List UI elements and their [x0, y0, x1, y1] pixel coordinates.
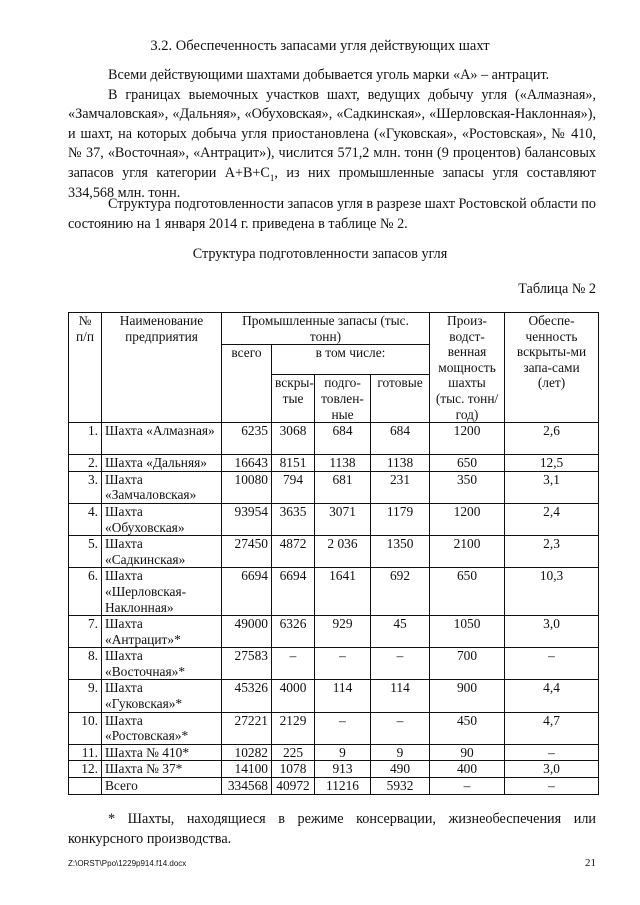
cell-supply: 2,4: [505, 503, 599, 535]
cell-num: 12.: [69, 761, 102, 778]
header-num: № п/п: [69, 313, 102, 423]
cell-supply: 4,7: [505, 712, 599, 744]
cell-prepared: 1138: [315, 455, 371, 472]
cell-ready: 490: [371, 761, 430, 778]
cell-name: Шахта «Антрацит»*: [102, 616, 222, 648]
table-row: [69, 568, 599, 616]
cell-supply: 2,6: [505, 423, 599, 455]
cell-num: 11.: [69, 744, 102, 761]
cell-name: Шахта «Гуковская»*: [102, 680, 222, 712]
header-opened: вскры-тые: [272, 375, 315, 423]
cell-ready: 684: [371, 423, 430, 455]
cell-total: 27221: [222, 712, 272, 744]
cell-name: Шахта «Алмазная»: [102, 423, 222, 455]
cell-prepared: 3071: [315, 503, 371, 535]
table-row: [69, 616, 599, 648]
cell-capacity: 2100: [430, 536, 505, 568]
cell-num: 1.: [69, 423, 102, 455]
cell-name: Шахта «Обуховская»: [102, 503, 222, 535]
cell-total: 27450: [222, 536, 272, 568]
cell-ready: 114: [371, 680, 430, 712]
cell-opened: 3635: [272, 503, 315, 535]
cell-supply: 4,4: [505, 680, 599, 712]
cell-totals-opened: 40972: [272, 778, 315, 795]
cell-capacity: 90: [430, 744, 505, 761]
cell-capacity: 700: [430, 648, 505, 680]
cell-capacity: 350: [430, 471, 505, 503]
cell-capacity: 900: [430, 680, 505, 712]
table-row: [69, 503, 599, 535]
footer-file-path: Z:\ORST\Ppo\1229p914.f14.docx: [68, 859, 187, 868]
table-caption: Структура подготовленности запасов угля: [192, 246, 448, 262]
cell-capacity: 450: [430, 712, 505, 744]
cell-num: 7.: [69, 616, 102, 648]
cell-name: Шахта «Ростовская»*: [102, 712, 222, 744]
cell-supply: 3,0: [505, 761, 599, 778]
header-total: всего: [222, 345, 272, 423]
table-row-totals: [69, 778, 599, 795]
cell-prepared: 1641: [315, 568, 371, 616]
cell-num-empty: [69, 778, 102, 795]
cell-num: 6.: [69, 568, 102, 616]
cell-capacity: 650: [430, 568, 505, 616]
cell-prepared: 9: [315, 744, 371, 761]
table-row: [69, 455, 599, 472]
paragraph-reserves-main: В границах выемочных участков шахт, ведущих добычу угля («Алмазная», «Замчаловская», «Дальняя», «Обуховская», «Садкинская», «Шерловская-Наклонная»), и шахт, на которых добыча угля приостановлена («Гуковская», «Ростовская», № 410, № 37, «Восточная», «Антрацит»), числится 571,2 млн. тонн (9 процентов) балансовых запасов угля категории А+В+С: [68, 86, 596, 181]
table-body: [69, 423, 599, 794]
cell-name: Шахта № 410*: [102, 744, 222, 761]
cell-ready: 1138: [371, 455, 430, 472]
cell-total: 16643: [222, 455, 272, 472]
cell-total: 49000: [222, 616, 272, 648]
header-name: Наименование предприятия: [102, 313, 222, 423]
table-row: [69, 536, 599, 568]
cell-opened: 4872: [272, 536, 315, 568]
paragraph-coal-grade: Всеми действующими шахтами добывается уголь марки «А» – антрацит.: [108, 67, 550, 83]
cell-name: Шахта № 37*: [102, 761, 222, 778]
cell-supply: 2,3: [505, 536, 599, 568]
table-row: [69, 471, 599, 503]
cell-opened: 3068: [272, 423, 315, 455]
cell-supply: 3,0: [505, 616, 599, 648]
cell-capacity: 1200: [430, 423, 505, 455]
cell-total: 27583: [222, 648, 272, 680]
cell-prepared: 681: [315, 471, 371, 503]
cell-total: 6694: [222, 568, 272, 616]
cell-opened: 4000: [272, 680, 315, 712]
cell-ready: –: [371, 712, 430, 744]
cell-supply: 12,5: [505, 455, 599, 472]
table-label: Таблица № 2: [518, 281, 596, 297]
cell-opened: 8151: [272, 455, 315, 472]
cell-prepared: 929: [315, 616, 371, 648]
table-row: [69, 712, 599, 744]
table-row: [69, 423, 599, 455]
cell-opened: 225: [272, 744, 315, 761]
footnote: * Шахты, находящиеся в режиме консервации, жизнеобеспечения или конкурсного производства.: [68, 811, 596, 847]
cell-totals-prepared: 11216: [315, 778, 371, 795]
cell-num: 3.: [69, 471, 102, 503]
cell-ready: 1179: [371, 503, 430, 535]
paragraph-reserves-tail: , из них промышленные запасы угля составляют 334,568 млн. тонн.: [68, 164, 597, 201]
cell-opened: 2129: [272, 712, 315, 744]
cell-name: Шахта «Садкинская»: [102, 536, 222, 568]
page-number: 21: [585, 857, 596, 869]
cell-totals-capacity: –: [430, 778, 505, 795]
cell-totals-ready: 5932: [371, 778, 430, 795]
cell-total: 45326: [222, 680, 272, 712]
paragraph-reserves: [68, 86, 596, 204]
cell-num: 10.: [69, 712, 102, 744]
header-prepared: подго-товлен-ные: [315, 375, 371, 423]
cell-opened: 794: [272, 471, 315, 503]
cell-prepared: 2 036: [315, 536, 371, 568]
intro-paragraphs: [68, 66, 596, 203]
cell-ready: 692: [371, 568, 430, 616]
cell-capacity: 1200: [430, 503, 505, 535]
cell-ready: 1350: [371, 536, 430, 568]
cell-total: 10282: [222, 744, 272, 761]
cell-total: 93954: [222, 503, 272, 535]
reserves-table: [68, 312, 599, 795]
cell-name: Шахта «Дальняя»: [102, 455, 222, 472]
cell-name: Шахта «Восточная»*: [102, 648, 222, 680]
cell-supply: 10,3: [505, 568, 599, 616]
cell-ready: 231: [371, 471, 430, 503]
header-supply: Обеспе-ченность вскрыты-ми запа-сами (лет): [505, 313, 599, 423]
header-reserves: Промышленные запасы (тыс. тонн): [222, 313, 430, 345]
cell-num: 8.: [69, 648, 102, 680]
cell-total: 10080: [222, 471, 272, 503]
cell-supply: 3,1: [505, 471, 599, 503]
cell-supply: –: [505, 648, 599, 680]
cell-num: 4.: [69, 503, 102, 535]
cell-prepared: 114: [315, 680, 371, 712]
cell-capacity: 650: [430, 455, 505, 472]
cell-totals-supply: –: [505, 778, 599, 795]
cell-prepared: –: [315, 712, 371, 744]
cell-prepared: 913: [315, 761, 371, 778]
paragraph-table-reference: Структура подготовленности запасов угля в разрезе шахт Ростовской области по состоянию на 1 января 2014 г. приведена в таблице № 2.: [68, 196, 596, 232]
section-heading: 3.2. Обеспеченность запасами угля действующих шахт: [150, 38, 490, 54]
cell-capacity: 1050: [430, 616, 505, 648]
cell-capacity: 400: [430, 761, 505, 778]
cell-opened: 6326: [272, 616, 315, 648]
cell-num: 9.: [69, 680, 102, 712]
header-capacity: Произ-водст-венная мощность шахты (тыс. тонн/год): [430, 313, 505, 423]
table-row: [69, 744, 599, 761]
header-including: в том числе:: [272, 345, 430, 375]
cell-opened: 6694: [272, 568, 315, 616]
paragraph-reserves-subscript: 1: [269, 172, 275, 183]
cell-opened: 1078: [272, 761, 315, 778]
cell-opened: –: [272, 648, 315, 680]
cell-name: Шахта «Замчаловская»: [102, 471, 222, 503]
cell-num: 5.: [69, 536, 102, 568]
cell-prepared: –: [315, 648, 371, 680]
cell-ready: –: [371, 648, 430, 680]
cell-totals-label: Всего: [102, 778, 222, 795]
cell-name: Шахта «Шерловская-Наклонная»: [102, 568, 222, 616]
cell-prepared: 684: [315, 423, 371, 455]
table-row: [69, 648, 599, 680]
cell-ready: 45: [371, 616, 430, 648]
header-ready: готовые: [371, 375, 430, 423]
table-row: [69, 680, 599, 712]
cell-total: 14100: [222, 761, 272, 778]
cell-supply: –: [505, 744, 599, 761]
table-row: [69, 761, 599, 778]
cell-ready: 9: [371, 744, 430, 761]
cell-num: 2.: [69, 455, 102, 472]
cell-totals-total: 334568: [222, 778, 272, 795]
cell-total: 6235: [222, 423, 272, 455]
